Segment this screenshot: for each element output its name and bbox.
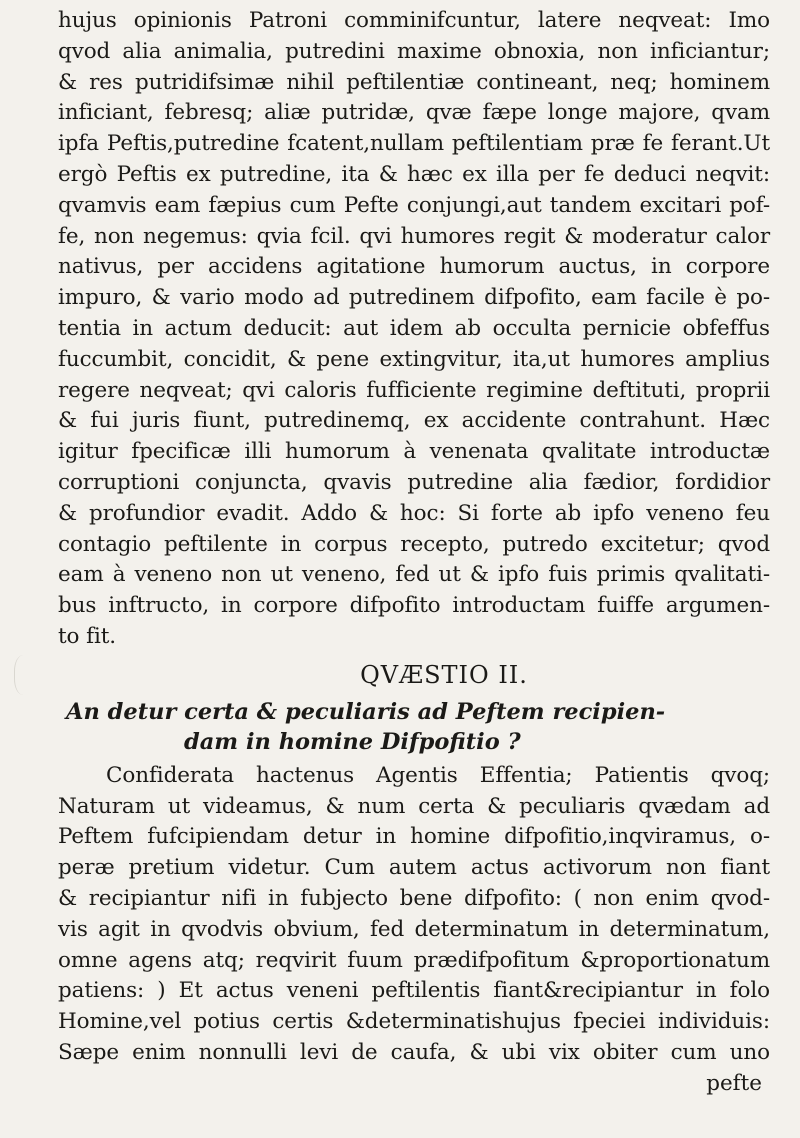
text-line: omne agens atq; reqvirit fuum prædifpofitum &proportionatum bbox=[58, 947, 770, 973]
text-line: qvamvis eam fæpius cum Pefte conjungi,aut tandem excitari pof- bbox=[58, 192, 770, 218]
text-line: Peftem fufcipiendam detur in homine difpofitio,inqviramus, o- bbox=[58, 824, 770, 850]
text-line: inficiant, febresq; aliæ putridæ, qvæ fæpe longe majore, qvam bbox=[58, 100, 770, 126]
text-block-after bbox=[58, 761, 770, 1069]
text-line: nativus, per accidens agitatione humorum auctus, in corpore bbox=[58, 254, 770, 280]
text-line: peræ pretium videtur. Cum autem actus activorum non fiant bbox=[58, 855, 770, 881]
text-line: ergò Peftis ex putredine, ita & hæc ex illa per fe deduci neqvit: bbox=[58, 161, 770, 187]
text-line: to fit. bbox=[58, 623, 117, 649]
text-line: hujus opinionis Patroni comminifcuntur, latere neqveat: Imo bbox=[58, 8, 770, 33]
text-line: patiens: ) Et actus veneni peftilentis fiant&recipiantur in folo bbox=[58, 978, 770, 1004]
text-line: & recipiantur nifi in fubjecto bene difpofito: ( non enim qvod- bbox=[58, 885, 770, 911]
question-subtitle bbox=[58, 697, 770, 757]
text-line: regere neqveat; qvi caloris fufficiente regimine deftituti, proprii bbox=[58, 377, 770, 403]
text-line: Naturam ut videamus, & num certa & peculiaris qvædam ad bbox=[58, 793, 770, 819]
text-line: igitur fpecificæ illi humorum à venenata qvalitate introductæ bbox=[58, 439, 770, 465]
question-heading: QVÆSTIO II. bbox=[360, 660, 528, 689]
text-line: fe, non negemus: qvia fcil. qvi humores regit & moderatur calor bbox=[58, 223, 770, 249]
text-line: Confiderata hactenus Agentis Effentia; Patientis qvoq; bbox=[106, 762, 770, 788]
text-line: fuccumbit, concidit, & pene extingvitur, ita,ut humores amplius bbox=[58, 346, 770, 372]
text-line: impuro, & vario modo ad putredinem difpofito, eam facile è po- bbox=[58, 285, 770, 311]
text-line: ipfa Peftis,putredine fcatent,nullam peftilentiam præ fe ferant.Ut bbox=[58, 131, 770, 157]
text-line: contagio peftilente in corpus recepto, putredo excitetur; qvod bbox=[58, 531, 770, 557]
text-line: & profundior evadit. Addo & hoc: Si forte ab ipfo veneno feu bbox=[58, 500, 770, 526]
subtitle-line: dam in homine Difpofitio ? bbox=[184, 728, 521, 755]
book-page bbox=[58, 6, 770, 1126]
text-line: Homine,vel potius certis &determinatishujus fpeciei individuis: bbox=[58, 1009, 770, 1035]
text-line: Sæpe enim nonnulli levi de caufa, & ubi vix obiter cum uno bbox=[58, 1039, 770, 1065]
text-line: & fui juris fiunt, putredinemq, ex accidente contrahunt. Hæc bbox=[58, 408, 770, 434]
text-line: & res putridifsimæ nihil peftilentiæ contineant, neq; hominem bbox=[58, 69, 770, 95]
text-line: eam à veneno non ut veneno, fed ut & ipfo fuis primis qvalitati- bbox=[58, 562, 770, 588]
text-line: vis agit in qvodvis obvium, fed determinatum in determinatum, bbox=[58, 916, 770, 942]
text-block-before bbox=[58, 6, 770, 653]
text-line: tentia in actum deducit: aut idem ab occulta pernicie obfeffus bbox=[58, 315, 770, 341]
subtitle-line: An detur certa & peculiaris ad Peftem recipien- bbox=[66, 698, 666, 725]
text-line: bus inftructo, in corpore difpofito introductam fuiffe argumen- bbox=[58, 593, 770, 619]
text-line: qvod alia animalia, putredini maxime obnoxia, non inficiantur; bbox=[58, 38, 770, 64]
catchword: pefte bbox=[706, 1070, 762, 1096]
text-line: corruptioni conjuncta, qvavis putredine alia fædior, fordidior bbox=[58, 469, 770, 495]
page-edge-mark bbox=[14, 655, 37, 695]
